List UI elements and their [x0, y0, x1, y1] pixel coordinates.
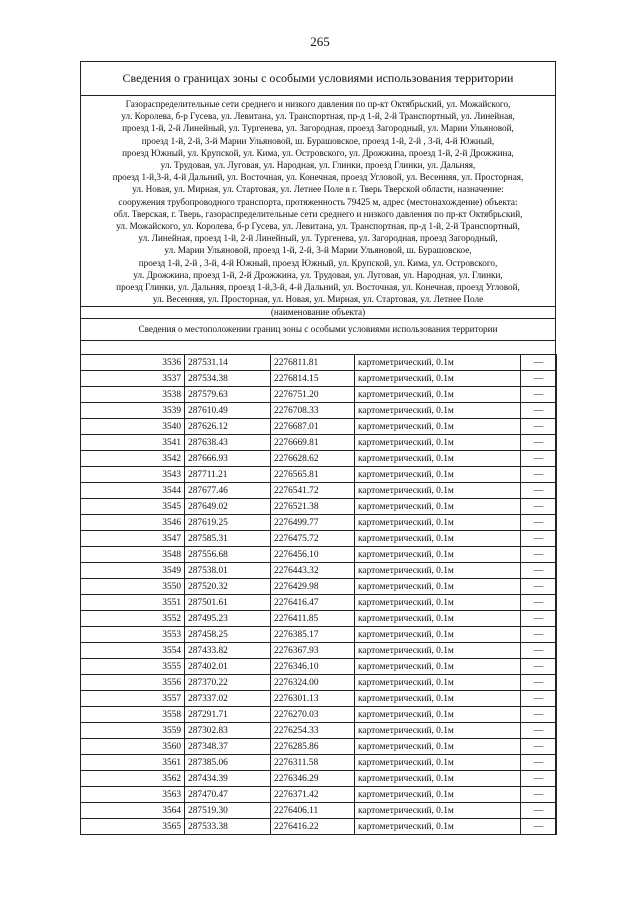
- error-value-cell: —: [521, 515, 557, 531]
- coord-x-cell: 287385.06: [185, 755, 271, 771]
- coord-y-cell: 2276270.03: [271, 707, 355, 723]
- point-number-cell: 3554: [81, 643, 185, 659]
- table-row: [81, 499, 557, 515]
- point-number-cell: 3538: [81, 387, 185, 403]
- coord-y-cell: 2276565.81: [271, 467, 355, 483]
- point-number-cell: 3550: [81, 579, 185, 595]
- table-row: [81, 723, 557, 739]
- coord-y-cell: 2276346.29: [271, 771, 355, 787]
- point-number-cell: 3543: [81, 467, 185, 483]
- table-row: [81, 787, 557, 803]
- object-description-line: ул. Королева, б-р Гусева, ул. Левитана, ул. Транспортная, пр-д 1-й, 2-й Транспортный, ул. Линейная,: [121, 111, 515, 122]
- error-value-cell: —: [521, 787, 557, 803]
- coord-x-cell: 287495.23: [185, 611, 271, 627]
- table-row: [81, 819, 557, 835]
- table-row: [81, 739, 557, 755]
- coord-x-cell: 287649.02: [185, 499, 271, 515]
- coord-y-cell: 2276708.33: [271, 403, 355, 419]
- error-value-cell: —: [521, 563, 557, 579]
- coord-x-cell: 287291.71: [185, 707, 271, 723]
- method-precision-cell: картометрический, 0.1м: [355, 547, 521, 563]
- coord-x-cell: 287458.25: [185, 627, 271, 643]
- object-description-line: сооружения трубопроводного транспорта, протяженность 79425 м, адрес (местонахождение) объекта:: [118, 196, 518, 207]
- table-row: [81, 643, 557, 659]
- method-precision-cell: картометрический, 0.1м: [355, 467, 521, 483]
- point-number-cell: 3558: [81, 707, 185, 723]
- point-number-cell: 3556: [81, 675, 185, 691]
- point-number-cell: 3562: [81, 771, 185, 787]
- coord-x-cell: 287520.32: [185, 579, 271, 595]
- method-precision-cell: картометрический, 0.1м: [355, 803, 521, 819]
- error-value-cell: —: [521, 595, 557, 611]
- object-description-line: проезд 1-й, 2-й Линейный, ул. Тургенева, ул. Загородная, проезд Загородный, ул. Марии Ульяновой,: [122, 123, 514, 134]
- coord-x-cell: 287626.12: [185, 419, 271, 435]
- coord-x-cell: 287585.31: [185, 531, 271, 547]
- method-precision-cell: картометрический, 0.1м: [355, 771, 521, 787]
- object-description-line: ул. Линейная, проезд 1-й, 2-й Линейный, ул. Тургенева, ул. Загородная, проезд Загородный,: [138, 233, 498, 244]
- coord-x-cell: 287538.01: [185, 563, 271, 579]
- table-row: [81, 675, 557, 691]
- method-precision-cell: картометрический, 0.1м: [355, 595, 521, 611]
- coord-y-cell: 2276429.98: [271, 579, 355, 595]
- zone-title: Сведения о границах зоны с особыми условиями использования территории: [81, 62, 555, 96]
- method-precision-cell: картометрический, 0.1м: [355, 499, 521, 515]
- object-description-line: ул. Можайского, ул. Королева, б-р Гусева, ул. Левитана, ул. Транспортная, пр-д 1-й, 2-й Транспортный,: [116, 221, 520, 232]
- table-row: [81, 387, 557, 403]
- coord-x-cell: 287337.02: [185, 691, 271, 707]
- point-number-cell: 3551: [81, 595, 185, 611]
- table-row: [81, 611, 557, 627]
- method-precision-cell: картометрический, 0.1м: [355, 643, 521, 659]
- table-row: [81, 467, 557, 483]
- error-value-cell: —: [521, 627, 557, 643]
- method-precision-cell: картометрический, 0.1м: [355, 419, 521, 435]
- coord-y-cell: 2276521.38: [271, 499, 355, 515]
- table-row: [81, 563, 557, 579]
- point-number-cell: 3565: [81, 819, 185, 835]
- object-description-line: Газораспределительные сети среднего и низкого давления по пр-кт Октябрьский, ул. Можайского,: [125, 99, 511, 109]
- table-row: [81, 579, 557, 595]
- table-row: [81, 515, 557, 531]
- error-value-cell: —: [521, 611, 557, 627]
- table-row: [81, 403, 557, 419]
- table-row: [81, 547, 557, 563]
- method-precision-cell: картометрический, 0.1м: [355, 451, 521, 467]
- error-value-cell: —: [521, 707, 557, 723]
- coord-y-cell: 2276811.81: [271, 355, 355, 371]
- coord-y-cell: 2276669.81: [271, 435, 355, 451]
- error-value-cell: —: [521, 803, 557, 819]
- coord-x-cell: 287501.61: [185, 595, 271, 611]
- point-number-cell: 3544: [81, 483, 185, 499]
- coord-y-cell: 2276411.85: [271, 611, 355, 627]
- coord-y-cell: 2276628.62: [271, 451, 355, 467]
- table-row: [81, 355, 557, 371]
- zone-boundaries-document: [80, 61, 556, 835]
- error-value-cell: —: [521, 355, 557, 371]
- method-precision-cell: картометрический, 0.1м: [355, 707, 521, 723]
- object-description-line: проезд 1-й, 2-й , 3-й, 4-й Южный, проезд Южный, ул. Крупской, ул. Кима, ул. Островского,: [138, 257, 498, 268]
- error-value-cell: —: [521, 387, 557, 403]
- table-row: [81, 483, 557, 499]
- error-value-cell: —: [521, 531, 557, 547]
- method-precision-cell: картометрический, 0.1м: [355, 371, 521, 387]
- error-value-cell: —: [521, 723, 557, 739]
- point-number-cell: 3542: [81, 451, 185, 467]
- coord-x-cell: 287434.39: [185, 771, 271, 787]
- point-number-cell: 3545: [81, 499, 185, 515]
- coord-y-cell: 2276541.72: [271, 483, 355, 499]
- object-caption: (наименование объекта): [81, 306, 555, 318]
- coord-y-cell: 2276367.93: [271, 643, 355, 659]
- method-precision-cell: картометрический, 0.1м: [355, 723, 521, 739]
- coord-x-cell: 287433.82: [185, 643, 271, 659]
- object-description-line: обл. Тверская, г. Тверь, газораспределительные сети среднего и низкого давления по пр-кт Октябрьский,: [113, 208, 523, 219]
- coord-y-cell: 2276371.42: [271, 787, 355, 803]
- point-number-cell: 3549: [81, 563, 185, 579]
- error-value-cell: —: [521, 739, 557, 755]
- coord-y-cell: 2276301.13: [271, 691, 355, 707]
- object-description-line: ул. Марии Ульяновой, проезд 1-й, 2-й, 3-й Марии Ульяновой, ш. Бурашовское,: [164, 245, 472, 256]
- object-description-line: проезд 1-й,3-й, 4-й Дальний, ул. Восточная, ул. Конечная, проезд Угловой, ул. Весенняя, ул. Просторная,: [112, 172, 524, 183]
- coord-y-cell: 2276475.72: [271, 531, 355, 547]
- method-precision-cell: картометрический, 0.1м: [355, 435, 521, 451]
- coord-y-cell: 2276687.01: [271, 419, 355, 435]
- method-precision-cell: картометрический, 0.1м: [355, 403, 521, 419]
- method-precision-cell: картометрический, 0.1м: [355, 739, 521, 755]
- table-spacer: [81, 341, 555, 354]
- coord-x-cell: 287610.49: [185, 403, 271, 419]
- coord-x-cell: 287533.38: [185, 819, 271, 835]
- error-value-cell: —: [521, 819, 557, 835]
- coord-x-cell: 287579.63: [185, 387, 271, 403]
- coordinates-table-body: [81, 355, 557, 835]
- coord-x-cell: 287638.43: [185, 435, 271, 451]
- coord-y-cell: 2276311.58: [271, 755, 355, 771]
- point-number-cell: 3561: [81, 755, 185, 771]
- error-value-cell: —: [521, 499, 557, 515]
- error-value-cell: —: [521, 691, 557, 707]
- error-value-cell: —: [521, 643, 557, 659]
- point-number-cell: 3548: [81, 547, 185, 563]
- table-row: [81, 755, 557, 771]
- coord-x-cell: 287402.01: [185, 659, 271, 675]
- point-number-cell: 3547: [81, 531, 185, 547]
- object-description-line: ул. Новая, ул. Мирная, ул. Стартовая, ул. Летнее Поле в г. Тверь Тверской области, назначение:: [132, 184, 504, 195]
- coord-x-cell: 287619.25: [185, 515, 271, 531]
- table-row: [81, 691, 557, 707]
- object-description: [81, 96, 555, 306]
- coord-x-cell: 287556.68: [185, 547, 271, 563]
- method-precision-cell: картометрический, 0.1м: [355, 819, 521, 835]
- coord-x-cell: 287677.46: [185, 483, 271, 499]
- method-precision-cell: картометрический, 0.1м: [355, 755, 521, 771]
- object-description-line: ул. Дрожжина, проезд 1-й, 2-й Дрожжина, ул. Трудовая, ул. Луговая, ул. Народная, ул. Глинки,: [133, 269, 503, 280]
- error-value-cell: —: [521, 547, 557, 563]
- object-description-line: ул. Трудовая, ул. Луговая, ул. Народная, ул. Глинки, проезд Глинки, ул. Дальняя,: [160, 160, 476, 171]
- table-row: [81, 803, 557, 819]
- coord-x-cell: 287470.47: [185, 787, 271, 803]
- method-precision-cell: картометрический, 0.1м: [355, 675, 521, 691]
- coord-x-cell: 287666.93: [185, 451, 271, 467]
- table-row: [81, 419, 557, 435]
- object-description-line: ул. Весенняя, ул. Просторная, ул. Новая, ул. Мирная, ул. Стартовая, ул. Летнее Поле: [152, 294, 484, 305]
- method-precision-cell: картометрический, 0.1м: [355, 515, 521, 531]
- page-number: 265: [310, 34, 330, 49]
- error-value-cell: —: [521, 451, 557, 467]
- coord-x-cell: 287534.38: [185, 371, 271, 387]
- coord-y-cell: 2276324.00: [271, 675, 355, 691]
- method-precision-cell: картометрический, 0.1м: [355, 563, 521, 579]
- point-number-cell: 3536: [81, 355, 185, 371]
- coord-y-cell: 2276385.17: [271, 627, 355, 643]
- error-value-cell: —: [521, 403, 557, 419]
- coord-y-cell: 2276499.77: [271, 515, 355, 531]
- point-number-cell: 3546: [81, 515, 185, 531]
- object-description-line: проезд Южный, ул. Крупской, ул. Кима, ул. Островского, ул. Дрожжина, проезд 1-й, 2-й Дрожжина,: [122, 147, 514, 158]
- coord-x-cell: 287519.30: [185, 803, 271, 819]
- error-value-cell: —: [521, 755, 557, 771]
- error-value-cell: —: [521, 435, 557, 451]
- method-precision-cell: картометрический, 0.1м: [355, 627, 521, 643]
- point-number-cell: 3563: [81, 787, 185, 803]
- coord-y-cell: 2276456.10: [271, 547, 355, 563]
- coord-y-cell: 2276285.86: [271, 739, 355, 755]
- point-number-cell: 3552: [81, 611, 185, 627]
- table-row: [81, 531, 557, 547]
- coordinates-table: [80, 354, 557, 835]
- object-description-line: проезд Глинки, ул. Дальняя, проезд 1-й,3-й, 4-й Дальний, ул. Восточная, ул. Конечная, проезд Угловой,: [116, 282, 520, 293]
- method-precision-cell: картометрический, 0.1м: [355, 611, 521, 627]
- error-value-cell: —: [521, 771, 557, 787]
- table-row: [81, 771, 557, 787]
- coord-x-cell: 287531.14: [185, 355, 271, 371]
- coord-x-cell: 287711.21: [185, 467, 271, 483]
- coord-y-cell: 2276346.10: [271, 659, 355, 675]
- point-number-cell: 3540: [81, 419, 185, 435]
- object-description-line: проезд 1-й, 2-й, 3-й Марии Ульяновой, ш. Бурашовское, проезд 1-й, 2-й , 3-й, 4-й Южный,: [141, 135, 495, 146]
- error-value-cell: —: [521, 659, 557, 675]
- point-number-cell: 3557: [81, 691, 185, 707]
- point-number-cell: 3564: [81, 803, 185, 819]
- coord-x-cell: 287348.37: [185, 739, 271, 755]
- method-precision-cell: картометрический, 0.1м: [355, 787, 521, 803]
- point-number-cell: 3559: [81, 723, 185, 739]
- method-precision-cell: картометрический, 0.1м: [355, 483, 521, 499]
- coord-y-cell: 2276254.33: [271, 723, 355, 739]
- error-value-cell: —: [521, 467, 557, 483]
- point-number-cell: 3537: [81, 371, 185, 387]
- point-number-cell: 3555: [81, 659, 185, 675]
- method-precision-cell: картометрический, 0.1м: [355, 355, 521, 371]
- coord-y-cell: 2276443.32: [271, 563, 355, 579]
- table-row: [81, 371, 557, 387]
- method-precision-cell: картометрический, 0.1м: [355, 691, 521, 707]
- location-header: Сведения о местоположении границ зоны с особыми условиями использования территории: [81, 318, 555, 341]
- coord-y-cell: 2276416.22: [271, 819, 355, 835]
- table-row: [81, 451, 557, 467]
- method-precision-cell: картометрический, 0.1м: [355, 579, 521, 595]
- error-value-cell: —: [521, 419, 557, 435]
- table-row: [81, 627, 557, 643]
- coord-y-cell: 2276814.15: [271, 371, 355, 387]
- table-row: [81, 659, 557, 675]
- coord-y-cell: 2276751.20: [271, 387, 355, 403]
- table-row: [81, 595, 557, 611]
- point-number-cell: 3539: [81, 403, 185, 419]
- coord-y-cell: 2276406.11: [271, 803, 355, 819]
- point-number-cell: 3541: [81, 435, 185, 451]
- coord-x-cell: 287302.83: [185, 723, 271, 739]
- error-value-cell: —: [521, 371, 557, 387]
- coord-x-cell: 287370.22: [185, 675, 271, 691]
- table-row: [81, 435, 557, 451]
- method-precision-cell: картометрический, 0.1м: [355, 531, 521, 547]
- point-number-cell: 3560: [81, 739, 185, 755]
- point-number-cell: 3553: [81, 627, 185, 643]
- error-value-cell: —: [521, 579, 557, 595]
- error-value-cell: —: [521, 675, 557, 691]
- coord-y-cell: 2276416.47: [271, 595, 355, 611]
- method-precision-cell: картометрический, 0.1м: [355, 659, 521, 675]
- error-value-cell: —: [521, 483, 557, 499]
- method-precision-cell: картометрический, 0.1м: [355, 387, 521, 403]
- table-row: [81, 707, 557, 723]
